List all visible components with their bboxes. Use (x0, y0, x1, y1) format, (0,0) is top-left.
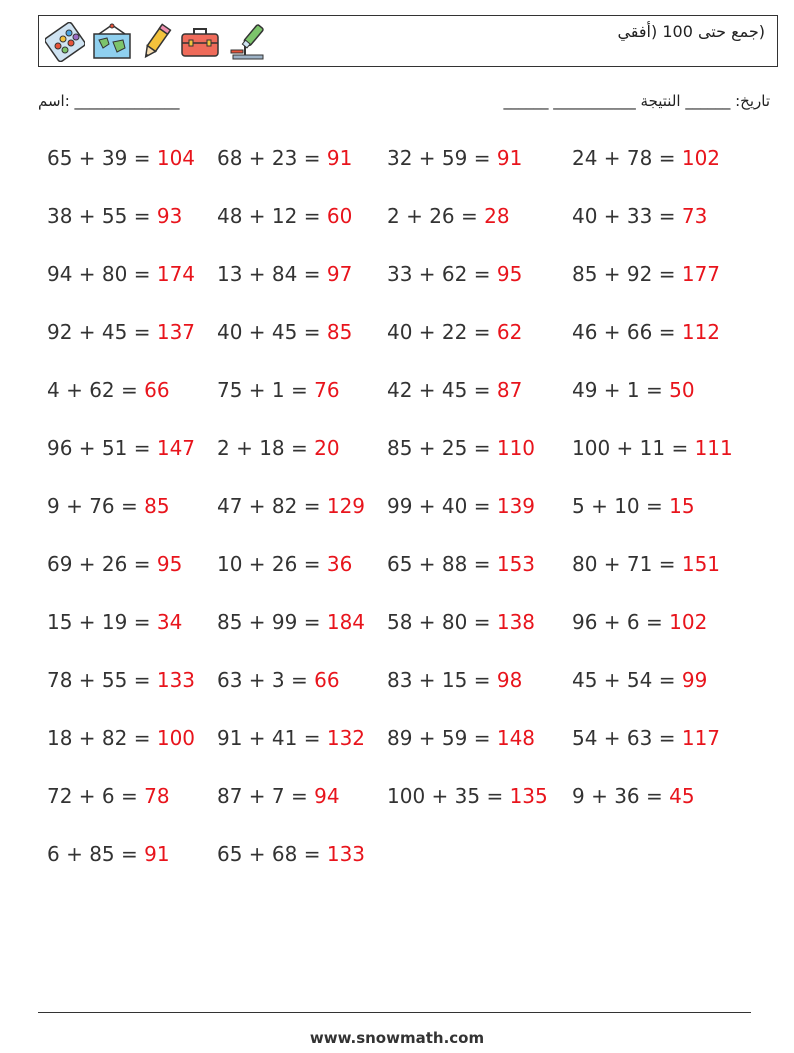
problem-item (572, 552, 720, 576)
problem-question: 54 + 63 = (572, 726, 682, 750)
problem-question: 85 + 92 = (572, 262, 682, 286)
problem-item (217, 262, 352, 286)
problem-question: 2 + 18 = (217, 436, 315, 460)
problem-item (572, 610, 707, 634)
problem-question: 65 + 68 = (217, 842, 327, 866)
problem-answer: 137 (156, 320, 196, 344)
problem-item (572, 204, 707, 228)
problem-item (387, 784, 548, 808)
problem-question: 13 + 84 = (217, 262, 327, 286)
problem-item (47, 436, 195, 460)
problem-item (572, 262, 720, 286)
problem-item (387, 320, 522, 344)
problem-answer: 102 (669, 610, 708, 634)
problem-answer: 91 (144, 842, 170, 866)
name-field-label: اسم: ______________ (38, 92, 180, 110)
problem-answer: 153 (496, 552, 536, 576)
problem-question: 48 + 12 = (217, 204, 327, 228)
problem-answer: 133 (156, 668, 196, 692)
problem-item (572, 378, 695, 402)
problem-answer: 98 (496, 668, 523, 692)
problem-question: 33 + 62 = (387, 262, 497, 286)
problem-question: 47 + 82 = (217, 494, 327, 518)
problem-item (387, 146, 522, 170)
problem-answer: 174 (156, 262, 196, 286)
problem-question: 2 + 26 = (387, 204, 485, 228)
problem-question: 5 + 10 = (572, 494, 670, 518)
problem-question: 38 + 55 = (47, 204, 157, 228)
problem-question: 78 + 55 = (47, 668, 157, 692)
problem-answer: 111 (694, 436, 733, 460)
problem-item (217, 436, 340, 460)
problem-answer: 91 (496, 146, 523, 170)
problem-answer: 110 (496, 436, 536, 460)
problem-answer: 147 (156, 436, 196, 460)
problem-item (217, 204, 352, 228)
problem-question: 10 + 26 = (217, 552, 327, 576)
footer-url: www.snowmath.com (309, 1029, 485, 1047)
problem-answer: 99 (681, 668, 708, 692)
problem-answer: 36 (326, 552, 353, 576)
problem-question: 72 + 6 = (47, 784, 145, 808)
problem-item (47, 378, 170, 402)
paint-palette-icon (45, 22, 85, 62)
problem-question: 6 + 85 = (47, 842, 145, 866)
problem-answer: 60 (326, 204, 353, 228)
problem-item (217, 842, 365, 866)
problem-question: 96 + 6 = (572, 610, 670, 634)
briefcase-icon (179, 22, 221, 62)
problem-item (217, 146, 352, 170)
problem-item (217, 320, 352, 344)
problem-item (387, 378, 522, 402)
problem-answer: 94 (314, 784, 340, 808)
problem-answer: 28 (484, 204, 510, 228)
problem-item (217, 784, 340, 808)
problem-question: 32 + 59 = (387, 146, 497, 170)
problem-item (387, 552, 535, 576)
problem-question: 40 + 33 = (572, 204, 682, 228)
worksheet-title: (جمع حتى 100 (أفقي (617, 22, 765, 41)
problem-answer: 135 (509, 784, 548, 808)
map-board-icon (91, 22, 133, 62)
problem-question: 85 + 25 = (387, 436, 497, 460)
footer-divider (38, 1012, 751, 1013)
problem-item (387, 204, 510, 228)
problem-question: 9 + 76 = (47, 494, 145, 518)
problem-item (572, 146, 720, 170)
problem-answer: 76 (314, 378, 340, 402)
problem-item (47, 146, 195, 170)
problem-answer: 85 (144, 494, 170, 518)
problem-item (387, 610, 535, 634)
problem-item (217, 610, 365, 634)
problem-question: 40 + 45 = (217, 320, 327, 344)
problem-item (572, 784, 695, 808)
problem-answer: 102 (681, 146, 721, 170)
problem-answer: 148 (496, 726, 536, 750)
problem-item (47, 320, 195, 344)
problem-question: 69 + 26 = (47, 552, 157, 576)
problem-answer: 20 (314, 436, 340, 460)
problem-answer: 132 (326, 726, 366, 750)
problem-item (387, 494, 535, 518)
problem-question: 92 + 45 = (47, 320, 157, 344)
problem-answer: 85 (326, 320, 353, 344)
problem-question: 89 + 59 = (387, 726, 497, 750)
problem-answer: 87 (496, 378, 523, 402)
pencil-icon (139, 22, 173, 62)
problem-item (47, 262, 195, 286)
problem-answer: 138 (496, 610, 536, 634)
problem-item (387, 668, 522, 692)
problem-question: 75 + 1 = (217, 378, 315, 402)
header-box (38, 15, 778, 67)
problem-question: 94 + 80 = (47, 262, 157, 286)
problem-item (387, 726, 535, 750)
problem-answer: 73 (681, 204, 708, 228)
problem-item (217, 552, 352, 576)
problem-question: 85 + 99 = (217, 610, 327, 634)
problem-question: 100 + 35 = (387, 784, 510, 808)
problem-answer: 91 (326, 146, 353, 170)
problem-answer: 95 (496, 262, 523, 286)
problem-item (572, 726, 720, 750)
problem-answer: 129 (326, 494, 366, 518)
problem-answer: 117 (681, 726, 721, 750)
problem-question: 65 + 39 = (47, 146, 157, 170)
problem-item (387, 436, 535, 460)
problem-question: 45 + 54 = (572, 668, 682, 692)
problem-item (217, 494, 365, 518)
problem-question: 99 + 40 = (387, 494, 497, 518)
problem-item (217, 668, 340, 692)
problem-question: 40 + 22 = (387, 320, 497, 344)
problem-answer: 93 (156, 204, 183, 228)
problem-answer: 62 (496, 320, 523, 344)
problem-answer: 45 (669, 784, 695, 808)
problem-question: 18 + 82 = (47, 726, 157, 750)
problem-answer: 66 (314, 668, 340, 692)
microscope-icon (227, 22, 267, 62)
problem-item (47, 784, 170, 808)
problem-item (572, 436, 733, 460)
problem-question: 42 + 45 = (387, 378, 497, 402)
icon-strip (45, 20, 267, 64)
problem-item (572, 668, 707, 692)
problem-answer: 66 (144, 378, 170, 402)
problem-item (572, 494, 695, 518)
problem-question: 9 + 36 = (572, 784, 670, 808)
problem-answer: 184 (326, 610, 366, 634)
problem-question: 65 + 88 = (387, 552, 497, 576)
problem-question: 91 + 41 = (217, 726, 327, 750)
problem-answer: 15 (669, 494, 695, 518)
problem-item (217, 726, 365, 750)
problem-item (572, 320, 720, 344)
problem-answer: 177 (681, 262, 721, 286)
problem-item (47, 204, 182, 228)
problem-answer: 97 (326, 262, 353, 286)
date-score-field-label: تاريخ: ______ النتيجة ___________ ______ (503, 92, 770, 110)
problem-question: 87 + 7 = (217, 784, 315, 808)
problem-answer: 151 (681, 552, 721, 576)
problem-answer: 112 (681, 320, 721, 344)
problem-question: 80 + 71 = (572, 552, 682, 576)
problem-question: 83 + 15 = (387, 668, 497, 692)
problem-answer: 95 (156, 552, 183, 576)
problem-question: 96 + 51 = (47, 436, 157, 460)
problem-answer: 50 (669, 378, 695, 402)
problem-question: 63 + 3 = (217, 668, 315, 692)
problem-item (47, 842, 170, 866)
problem-question: 49 + 1 = (572, 378, 670, 402)
problem-item (47, 726, 195, 750)
problem-item (47, 552, 182, 576)
problem-item (47, 494, 170, 518)
problem-answer: 34 (156, 610, 183, 634)
problem-question: 68 + 23 = (217, 146, 327, 170)
problem-item (387, 262, 522, 286)
problem-question: 100 + 11 = (572, 436, 695, 460)
problem-item (217, 378, 340, 402)
problem-answer: 104 (156, 146, 196, 170)
problem-item (47, 610, 182, 634)
problem-question: 46 + 66 = (572, 320, 682, 344)
problem-answer: 100 (156, 726, 196, 750)
problem-answer: 78 (144, 784, 170, 808)
problem-answer: 139 (496, 494, 536, 518)
problem-question: 24 + 78 = (572, 146, 682, 170)
problem-answer: 133 (326, 842, 366, 866)
problem-question: 58 + 80 = (387, 610, 497, 634)
problem-question: 4 + 62 = (47, 378, 145, 402)
problem-question: 15 + 19 = (47, 610, 157, 634)
problem-item (47, 668, 195, 692)
